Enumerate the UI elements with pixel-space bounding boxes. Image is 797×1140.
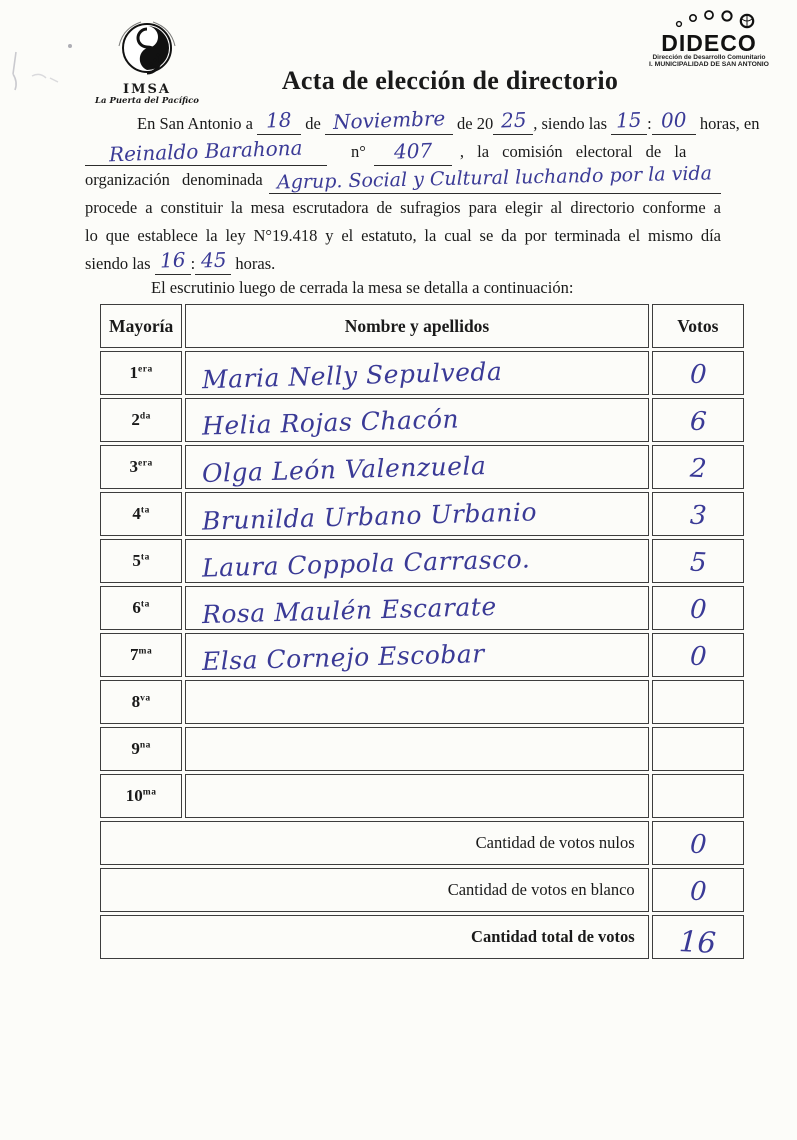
handwritten-month: Noviembre xyxy=(332,106,446,134)
handwritten-candidate-name: Olga León Valenzuela xyxy=(201,451,487,488)
candidate-name-cell xyxy=(185,633,648,677)
start-hour-blank xyxy=(611,107,647,135)
table-row xyxy=(100,774,744,818)
start-minute-blank xyxy=(652,107,696,135)
dideco-subtitle-1: Dirección de Desarrollo Comunitario xyxy=(652,54,766,61)
intro-line-5: lo que establece la ley N°19.418 y el estatuto, la cual se da por terminada el mismo día xyxy=(85,226,721,245)
printed-colon: : xyxy=(647,114,652,133)
table-header-row xyxy=(100,304,744,348)
intro-line-4: procede a constituir la mesa escrutadora de sufragios para elegir al directorio conforme a xyxy=(85,198,721,217)
candidate-name-cell xyxy=(185,539,648,583)
summary-row-blank-votes xyxy=(100,868,744,912)
intro-line-6 xyxy=(85,247,721,278)
handwritten-street-number: 407 xyxy=(393,138,433,164)
candidate-name-cell xyxy=(185,727,648,771)
summary-row-total-votes xyxy=(100,915,744,959)
pencil-scribble-marks xyxy=(2,24,92,94)
dideco-logo xyxy=(629,10,789,69)
candidate-name-cell xyxy=(185,774,648,818)
rank-cell xyxy=(100,680,182,724)
street-number-blank xyxy=(374,138,452,166)
printed-text: horas, en xyxy=(699,114,760,133)
printed-text: de 20 xyxy=(457,114,494,133)
candidate-name-cell xyxy=(185,680,648,724)
table-row xyxy=(100,445,744,489)
handwritten-street: Reinaldo Barahona xyxy=(108,135,304,167)
votes-cell xyxy=(652,586,744,630)
rank-cell xyxy=(100,445,182,489)
handwritten-end-minute: 45 xyxy=(200,247,227,273)
handwritten-organization-name: Agrup. Social y Cultural luchando por la vida xyxy=(277,162,713,194)
street-blank xyxy=(85,135,327,167)
rank-suffix: era xyxy=(138,458,153,469)
imsa-logo-tagline: La Puerta del Pacífico xyxy=(95,96,199,106)
intro-paragraph xyxy=(85,106,760,278)
table-row xyxy=(100,727,744,771)
total-votes-label: Cantidad total de votos xyxy=(100,915,649,959)
null-votes-cell xyxy=(652,821,744,865)
printed-text: , la comisión electoral de la xyxy=(459,142,687,161)
candidate-name-cell xyxy=(185,445,648,489)
rank-suffix: ma xyxy=(138,646,153,657)
rank-suffix: ta xyxy=(140,599,150,610)
handwritten-candidate-name: Elsa Cornejo Escobar xyxy=(201,639,486,676)
month-blank xyxy=(325,106,453,135)
votes-cell xyxy=(652,633,744,677)
rank-cell xyxy=(100,774,182,818)
candidate-name-cell xyxy=(185,351,648,395)
printed-text: horas. xyxy=(235,254,276,273)
table-row xyxy=(100,680,744,724)
rank-cell xyxy=(100,351,182,395)
handwritten-votes: 2 xyxy=(688,453,707,485)
rank-suffix: era xyxy=(138,364,153,375)
rank-number: 8 xyxy=(131,692,141,711)
total-votes-cell xyxy=(652,915,744,959)
handwritten-votes: 3 xyxy=(688,500,707,532)
rank-cell xyxy=(100,633,182,677)
table-row xyxy=(100,492,744,536)
rank-cell xyxy=(100,586,182,630)
summary-row-null-votes xyxy=(100,821,744,865)
rank-number: 5 xyxy=(132,551,141,570)
end-minute-blank xyxy=(195,247,231,275)
rank-number: 2 xyxy=(131,410,140,429)
rank-cell xyxy=(100,727,182,771)
dideco-logo-name: DIDECO xyxy=(661,30,757,56)
votes-cell xyxy=(652,398,744,442)
handwritten-start-minute: 00 xyxy=(660,107,687,133)
handwritten-votes: 0 xyxy=(688,359,707,391)
handwritten-votes: 0 xyxy=(688,594,707,626)
printed-text: siendo las xyxy=(85,254,151,273)
candidate-name-cell xyxy=(185,492,648,536)
end-hour-blank xyxy=(155,247,191,275)
handwritten-start-hour: 15 xyxy=(616,107,643,133)
votes-cell xyxy=(652,492,744,536)
votes-cell xyxy=(652,727,744,771)
votes-cell xyxy=(652,774,744,818)
rank-suffix: ta xyxy=(140,505,150,516)
handwritten-votes: 0 xyxy=(688,641,707,673)
rank-suffix: da xyxy=(139,411,151,422)
handwritten-candidate-name: Brunilda Urbano Urbanio xyxy=(201,497,538,536)
table-row xyxy=(100,351,744,395)
election-results-table xyxy=(97,301,747,962)
table-row xyxy=(100,539,744,583)
handwritten-candidate-name: Maria Nelly Sepulveda xyxy=(201,356,503,395)
intro-line-2 xyxy=(85,135,721,167)
rank-number: 7 xyxy=(130,645,139,664)
handwritten-candidate-name: Helia Rojas Chacón xyxy=(201,404,460,441)
organization-name-blank xyxy=(269,162,721,194)
rank-suffix: na xyxy=(139,740,151,751)
table-row xyxy=(100,586,744,630)
handwritten-end-hour: 16 xyxy=(159,247,186,273)
rank-suffix: ma xyxy=(142,787,157,798)
imsa-emblem-icon xyxy=(111,16,183,84)
day-blank xyxy=(257,107,301,135)
name-column-header: Nombre y apellidos xyxy=(185,304,648,348)
printed-text: de xyxy=(305,114,321,133)
blank-votes-label: Cantidad de votos en blanco xyxy=(100,868,649,912)
candidate-name-cell xyxy=(185,586,648,630)
page-title: Acta de elección de directorio xyxy=(281,66,619,95)
table-row xyxy=(100,398,744,442)
votes-cell xyxy=(652,445,744,489)
candidate-name-cell xyxy=(185,398,648,442)
rank-number: 1 xyxy=(129,363,139,382)
rank-cell xyxy=(100,492,182,536)
votes-column-header: Votos xyxy=(652,304,744,348)
handwritten-votes: 5 xyxy=(688,547,707,579)
null-votes-label: Cantidad de votos nulos xyxy=(100,821,649,865)
handwritten-total-votes: 16 xyxy=(678,923,718,960)
blank-votes-cell xyxy=(652,868,744,912)
printed-text: organización denominada xyxy=(85,170,263,189)
rank-number: 4 xyxy=(132,504,141,523)
rank-suffix: ta xyxy=(140,552,150,563)
handwritten-day: 18 xyxy=(265,107,293,133)
majority-column-header: Mayoría xyxy=(100,304,182,348)
printed-colon: : xyxy=(190,254,196,273)
rank-number: 6 xyxy=(132,598,141,617)
votes-cell xyxy=(652,680,744,724)
scrutiny-intro-line: El escrutinio luego de cerrada la mesa se detalla a continuación: xyxy=(151,278,574,297)
rank-cell xyxy=(100,398,182,442)
rank-number: 9 xyxy=(131,739,140,758)
printed-text: n° xyxy=(351,142,366,161)
rank-cell xyxy=(100,539,182,583)
printed-text: En San Antonio a xyxy=(137,114,253,133)
year-blank xyxy=(493,107,533,135)
rank-number: 10 xyxy=(125,786,143,805)
imsa-logo-name: IMSA xyxy=(123,82,171,97)
votes-cell xyxy=(652,539,744,583)
handwritten-votes: 6 xyxy=(688,406,707,438)
rank-number: 3 xyxy=(129,457,139,476)
handwritten-null-votes: 0 xyxy=(688,829,707,861)
handwritten-year: 25 xyxy=(500,107,527,133)
printed-text: , siendo las xyxy=(533,114,608,133)
votes-cell xyxy=(652,351,744,395)
handwritten-candidate-name: Rosa Maulén Escarate xyxy=(201,591,498,630)
dideco-dots-arc-icon xyxy=(649,10,769,32)
rank-suffix: va xyxy=(140,693,151,704)
handwritten-candidate-name: Laura Coppola Carrasco. xyxy=(201,544,531,583)
intro-line-3 xyxy=(85,162,721,194)
dideco-subtitle-2: I. MUNICIPALIDAD DE SAN ANTONIO xyxy=(649,61,769,68)
intro-line-1 xyxy=(85,106,760,138)
handwritten-blank-votes: 0 xyxy=(688,876,707,908)
table-row xyxy=(100,633,744,677)
